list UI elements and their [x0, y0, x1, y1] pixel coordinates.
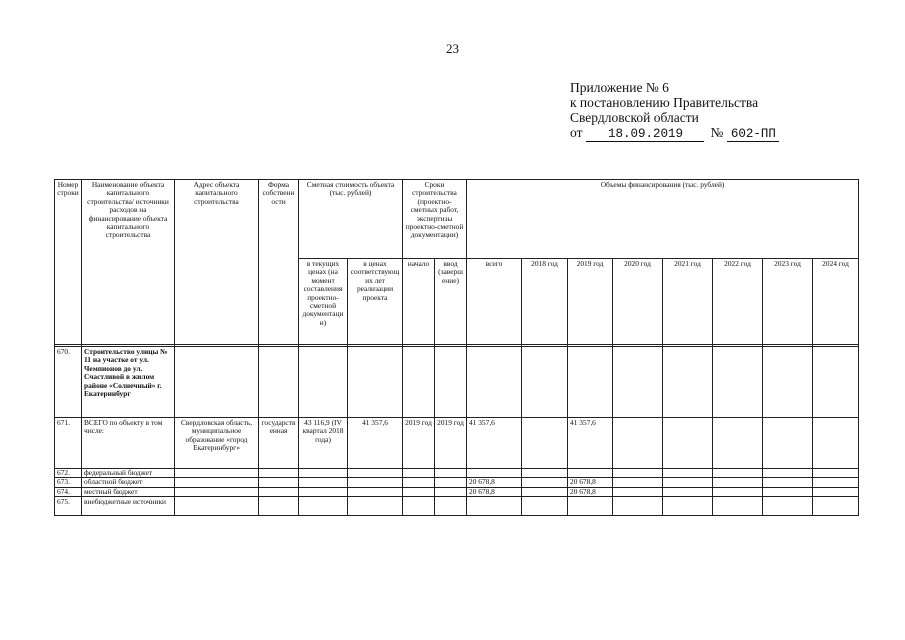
- header-object-name: Наименование объекта капитального строительства/ источники расходов на финансирование объекта капитального строительства: [82, 180, 175, 345]
- header-financing: Объемы финансирования (тыс. рублей): [467, 180, 859, 259]
- header-2018: 2018 год: [522, 259, 568, 345]
- appendix-resolution: к постановлению Правительства: [570, 95, 759, 110]
- header-start: начало: [403, 259, 435, 345]
- appendix-block: [570, 80, 779, 142]
- header-2021: 2021 год: [663, 259, 713, 345]
- financing-total: 20 678,8: [467, 478, 522, 487]
- row-number: 672.: [55, 469, 82, 478]
- row-number: 673.: [55, 478, 82, 487]
- row-number: 675.: [55, 497, 82, 516]
- financing-2019: 41 357,6: [568, 418, 613, 469]
- row-number: 674.: [55, 487, 82, 496]
- financing-2019: 20 678,8: [568, 478, 613, 487]
- header-2022: 2022 год: [713, 259, 763, 345]
- header-2020: 2020 год: [613, 259, 663, 345]
- table-row: [55, 418, 859, 469]
- header-2023: 2023 год: [763, 259, 813, 345]
- table-row: [55, 487, 859, 496]
- financing-table: [54, 179, 859, 516]
- object-name: областной бюджет: [82, 478, 175, 487]
- appendix-dateline: [570, 125, 779, 142]
- resolution-number: 602-ПП: [727, 128, 779, 142]
- header-2024: 2024 год: [813, 259, 859, 345]
- header-total: всего: [467, 259, 522, 345]
- from-label: от: [570, 125, 583, 140]
- table-row: [55, 347, 859, 418]
- header-commission: ввод (завершение): [435, 259, 467, 345]
- header-estimated-cost: Сметная стоимость объекта (тыс. рублей): [299, 180, 403, 259]
- object-name: ВСЕГО по объекту в том числе:: [82, 418, 175, 469]
- term-commission: 2019 год: [435, 418, 467, 469]
- header-address: Адрес объекта капитального строительства: [175, 180, 259, 345]
- header-current-prices: в текущих ценах (на момент составления проектно-сметной документации): [299, 259, 348, 345]
- object-address: Свердловская область, муниципальное образование «город Екатеринбург»: [175, 418, 259, 469]
- financing-total: 41 357,6: [467, 418, 522, 469]
- term-start: 2019 год: [403, 418, 435, 469]
- header-ownership: Форма собственности: [259, 180, 299, 345]
- object-name: Строительство улицы № 11 на участке от ул. Чемпионов до ул. Счастливой в жилом районе «Солнечный» г. Екатеринбург: [82, 347, 175, 418]
- row-number: 671.: [55, 418, 82, 469]
- header-2019: 2019 год: [568, 259, 613, 345]
- header-row-no: Номер строки: [55, 180, 82, 345]
- cost-current-prices: 43 116,9 (IV квартал 2018 года): [299, 418, 348, 469]
- page-number: 23: [446, 41, 459, 56]
- row-number: 670.: [55, 347, 82, 418]
- cost-actual-prices: 41 357,6: [348, 418, 403, 469]
- ownership-form: государственная: [259, 418, 299, 469]
- object-name: местный бюджет: [82, 487, 175, 496]
- appendix-region: Свердловской области: [570, 110, 699, 125]
- header-terms: Сроки строительства (проектно-сметных работ, экспертизы проектно-сметной документации): [403, 180, 467, 259]
- object-name: федеральный бюджет: [82, 469, 175, 478]
- resolution-date: 18.09.2019: [586, 128, 704, 142]
- table-row: [55, 478, 859, 487]
- financing-total: 20 678,8: [467, 487, 522, 496]
- appendix-title: Приложение № 6: [570, 80, 669, 95]
- header-actual-prices: в ценах соответствующих лет реализации проекта: [348, 259, 403, 345]
- object-name: внебюджетные источники: [82, 497, 175, 516]
- financing-2019: 20 678,8: [568, 487, 613, 496]
- table-row: [55, 497, 859, 516]
- table-row: [55, 469, 859, 478]
- number-label: №: [710, 125, 724, 140]
